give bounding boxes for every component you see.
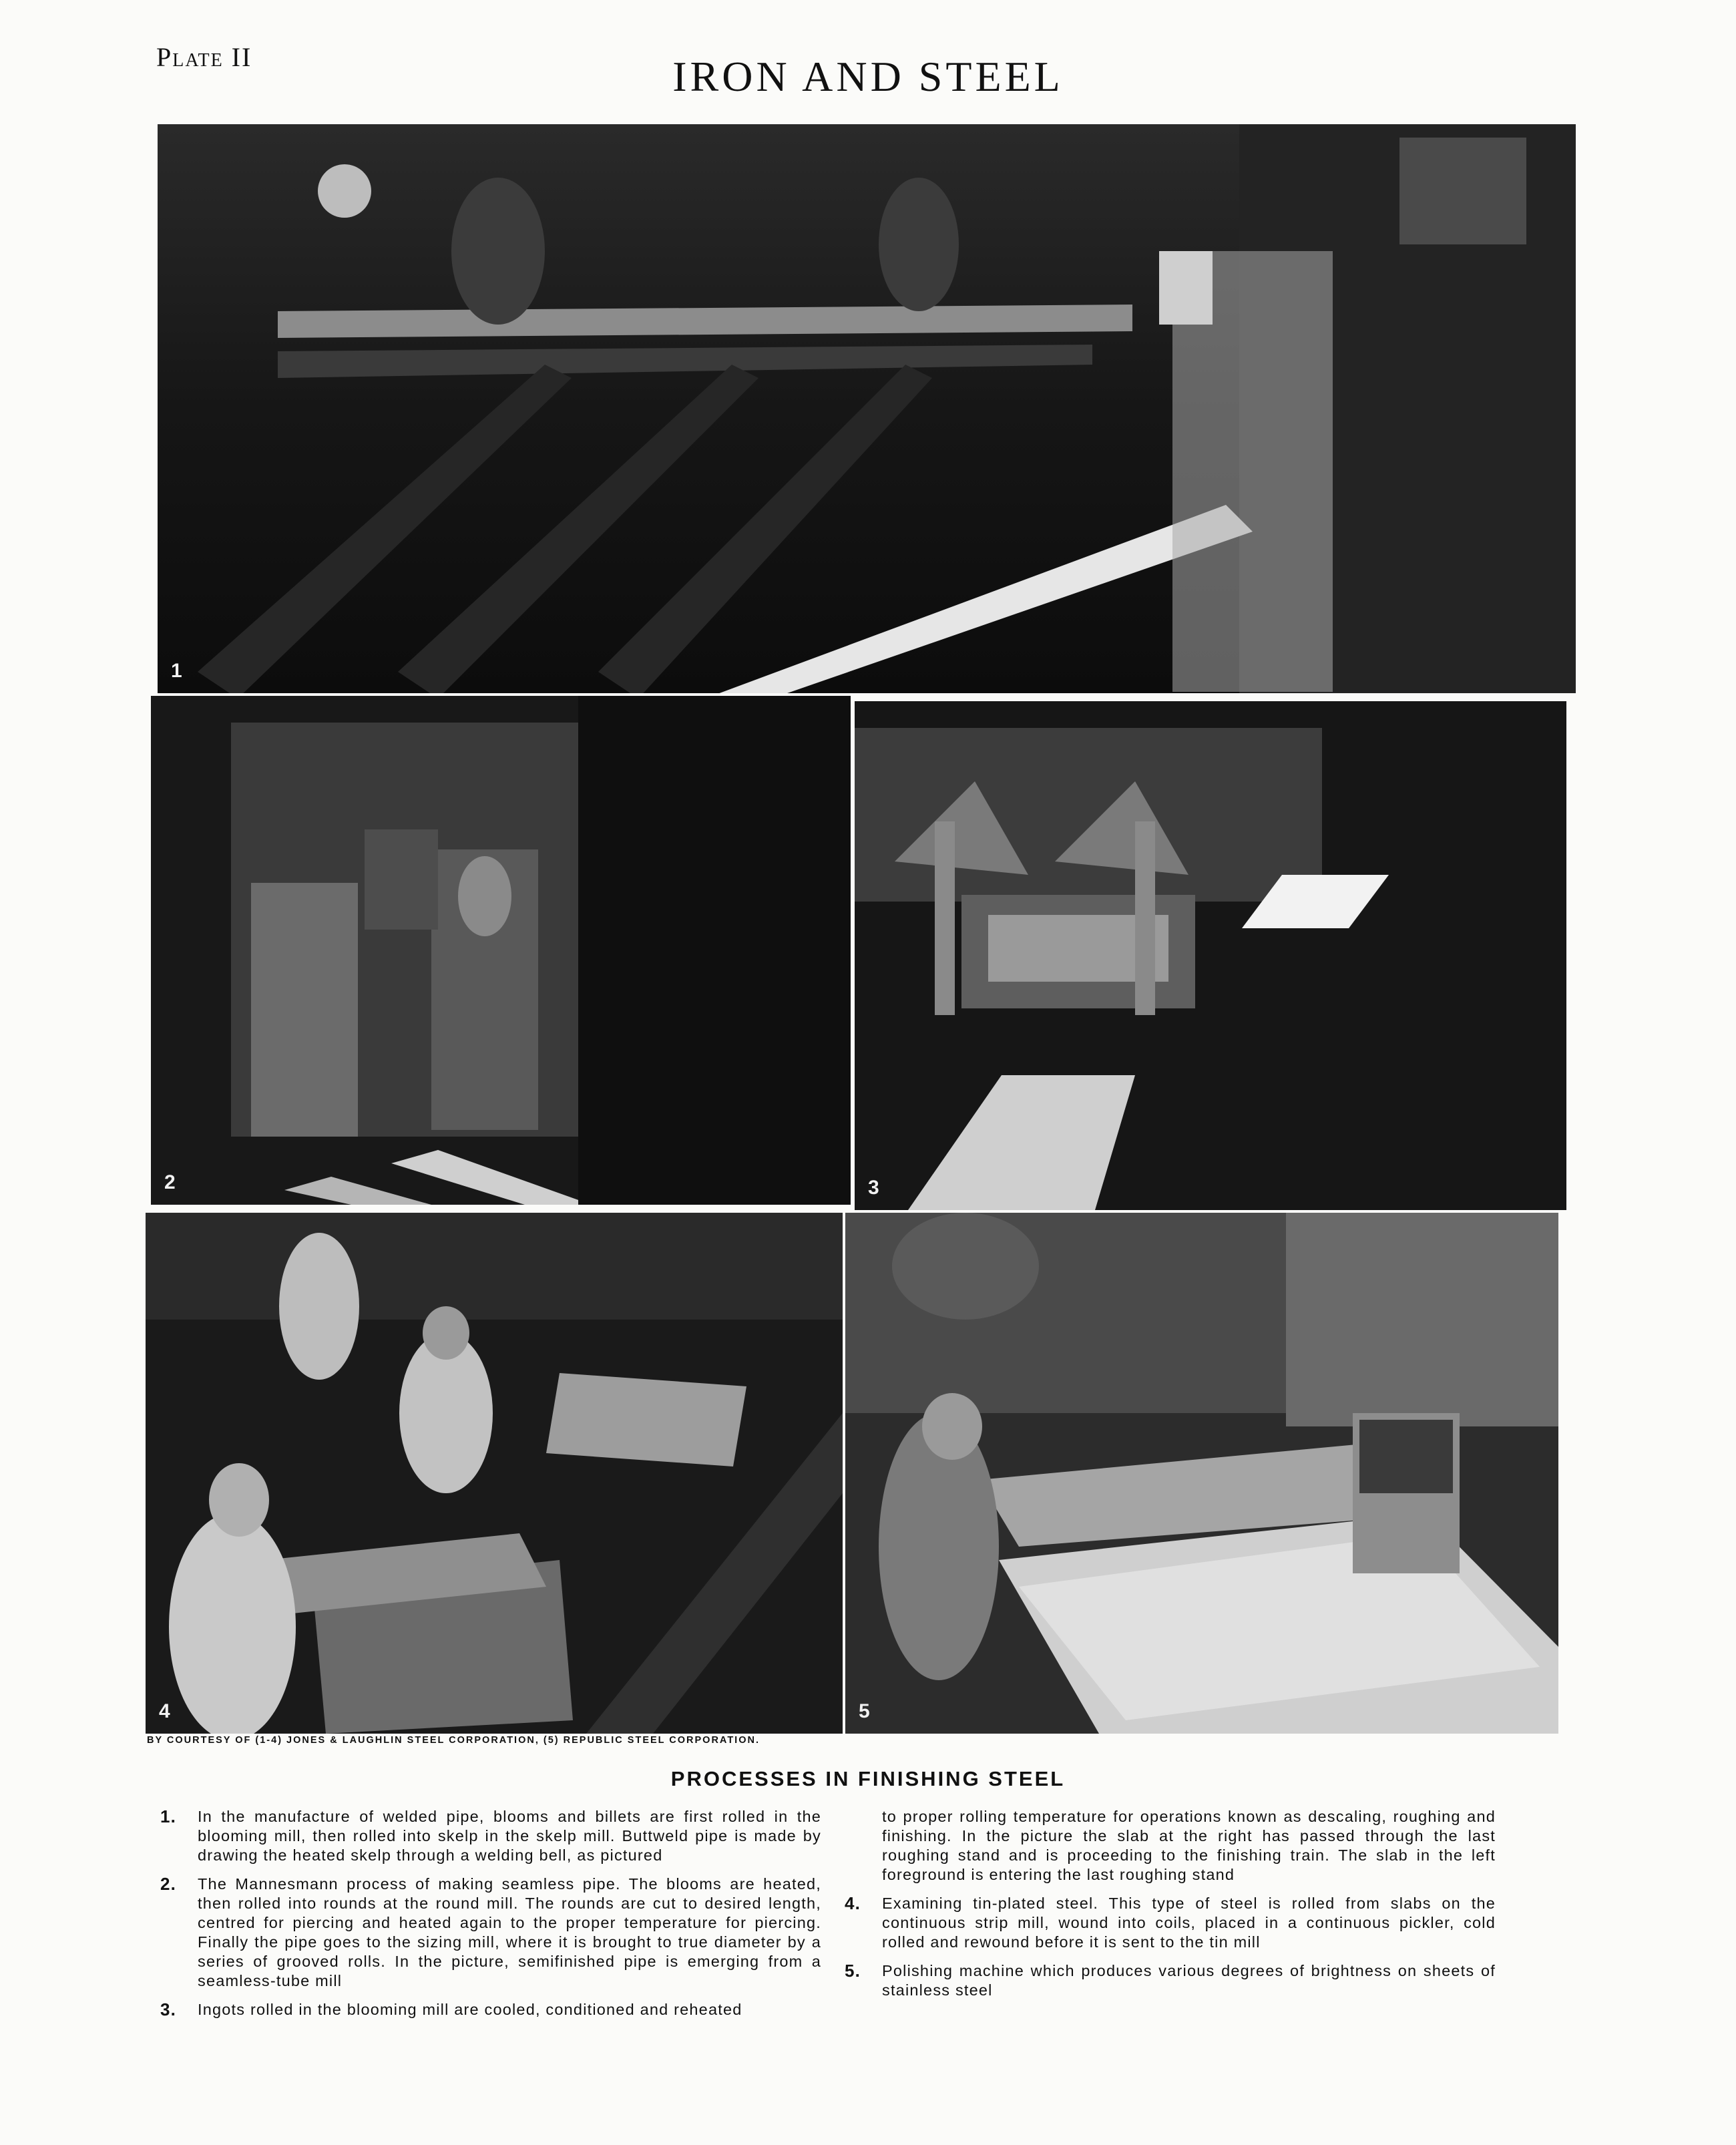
photo-5 <box>845 1213 1558 1734</box>
photo-4 <box>146 1213 843 1734</box>
caption-2-number: 2. <box>160 1874 177 1894</box>
photo-3 <box>855 701 1566 1210</box>
captions-right-column <box>845 1807 1496 2009</box>
photo-2 <box>151 696 851 1205</box>
captions-left-column <box>160 1807 821 2029</box>
plate-label: Plate II <box>156 42 252 72</box>
caption-5-text: Polishing machine which produces various degrees of brightness on sheets of stainless steel <box>882 1962 1496 1999</box>
photo-4-number: 4 <box>159 1700 170 1722</box>
caption-2 <box>160 1875 821 1991</box>
caption-3 <box>160 2000 821 2019</box>
caption-1 <box>160 1807 821 1865</box>
caption-1-text: In the manufacture of welded pipe, blooms and billets are first rolled in the blooming mill, then rolled into skelp in the skelp mill. Buttweld pipe is made by drawing the heated skelp through a welding bell, as pictured <box>198 1808 821 1864</box>
photo-2-number: 2 <box>164 1171 176 1193</box>
caption-4 <box>845 1894 1496 1952</box>
page-title: IRON AND STEEL <box>672 53 1064 100</box>
photo-3-image <box>855 701 1566 1210</box>
photo-5-image <box>845 1213 1558 1734</box>
caption-4-text: Examining tin-plated steel. This type of steel is rolled from slabs on the continuous strip mill, wound into coils, placed in a continuous pickler, cold rolled and rewound before it is sent to the tin mill <box>882 1895 1496 1951</box>
photo-1 <box>158 124 1576 693</box>
caption-5 <box>845 1961 1496 2000</box>
caption-2-text: The Mannesmann process of making seamless pipe. The blooms are heated, then rolled into rounds at the round mill. The rounds are cut to desired length, centred for piercing and heated again to the proper temperature for piercing. Finally the pipe goes to the sizing mill, where it is brought to true diameter by a series of grooved rolls. In the picture, semifinished pipe is emerging from a seamless-tube mill <box>198 1875 821 1989</box>
caption-3-continued: to proper rolling temperature for operations known as descaling, roughing and finishing. In the picture the slab at the right has passed through the last roughing stand and is proceeding to the finishing train. The slab in the left foreground is entering the last roughing stand <box>882 1808 1496 1883</box>
photo-1-image <box>158 124 1576 693</box>
photo-4-image <box>146 1213 843 1734</box>
caption-1-number: 1. <box>160 1806 177 1826</box>
photo-5-number: 5 <box>859 1700 870 1722</box>
photo-3-number: 3 <box>868 1177 879 1199</box>
caption-5-number: 5. <box>845 1961 861 1981</box>
caption-4-number: 4. <box>845 1893 861 1913</box>
photo-2-image <box>151 696 851 1205</box>
photo-credit: BY COURTESY OF (1-4) JONES & LAUGHLIN STEEL CORPORATION, (5) REPUBLIC STEEL CORPORATION. <box>147 1735 760 1746</box>
section-title: PROCESSES IN FINISHING STEEL <box>670 1767 1066 1790</box>
caption-3-text: Ingots rolled in the blooming mill are cooled, conditioned and reheated <box>198 2001 742 2018</box>
caption-3-number: 3. <box>160 1999 177 2019</box>
photo-1-number: 1 <box>171 660 182 682</box>
